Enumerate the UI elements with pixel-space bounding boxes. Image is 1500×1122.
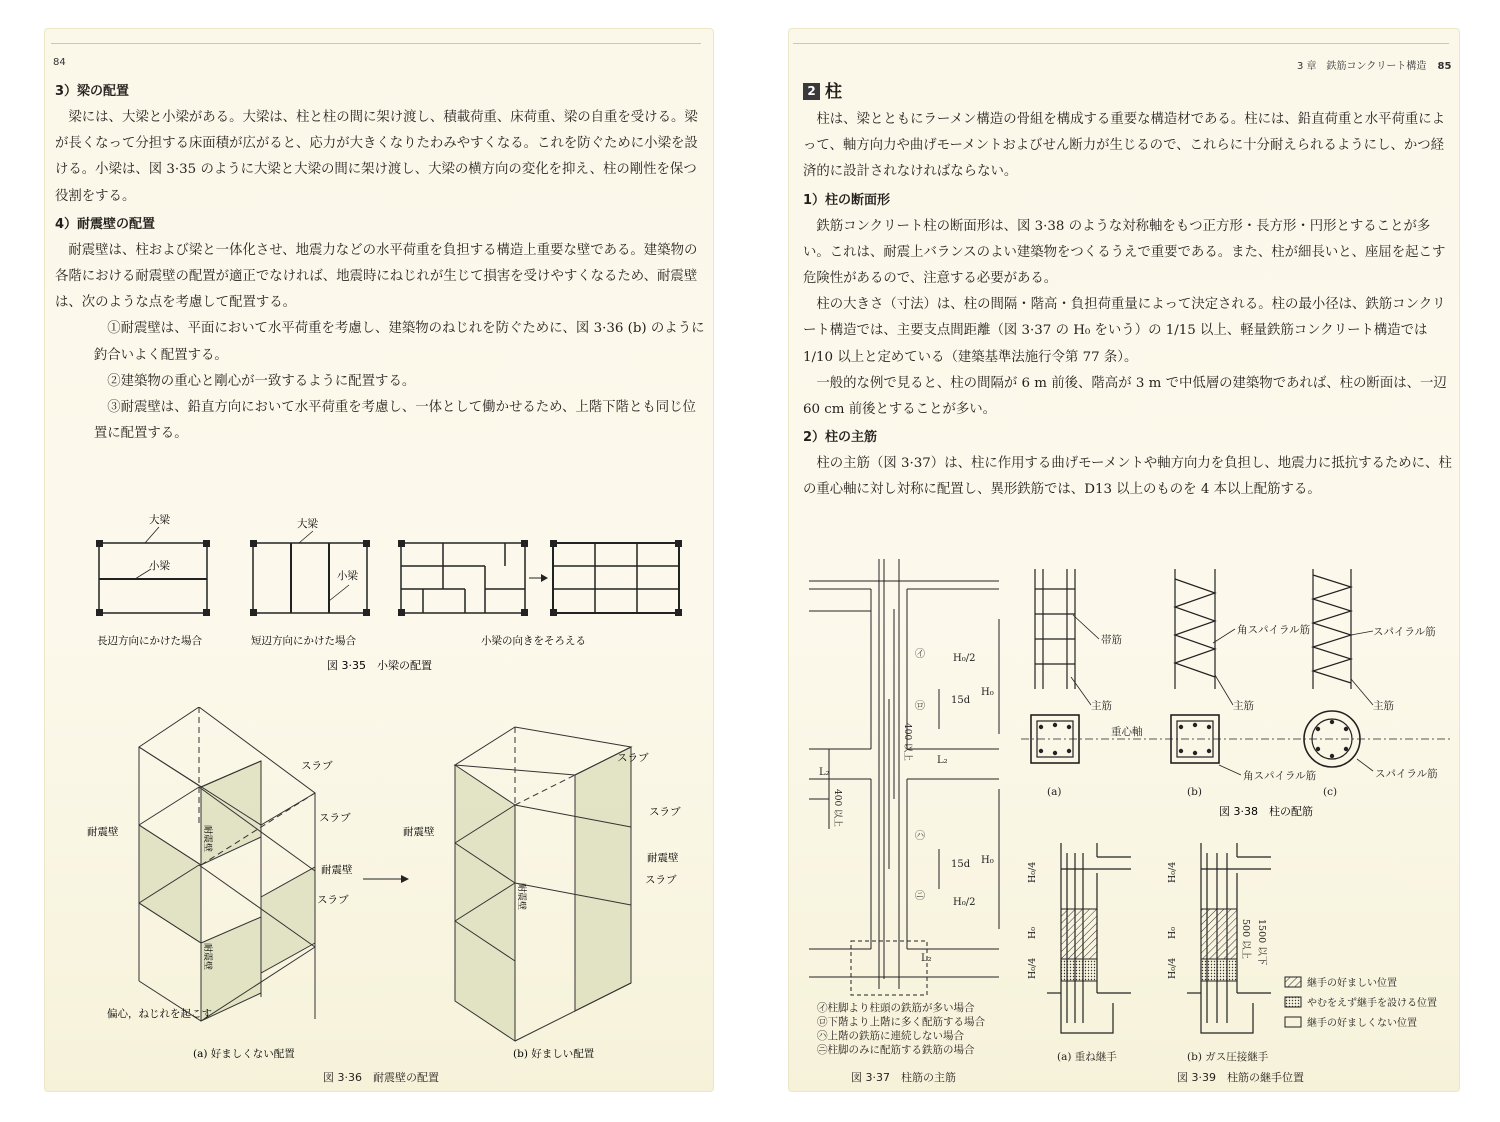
caption-lap-splice: (a) 重ね継手 xyxy=(1057,1051,1117,1063)
label-slab: スラブ xyxy=(645,874,677,886)
section-number-badge: 2 xyxy=(803,83,820,100)
paragraph: 鉄筋コンクリート柱の断面形は、図 3·38 のような対称軸をもつ正方形・長方形・円形とすることが多い。これは、耐震上バランスのよい建築物をつくるうえで重要である。また、柱が細長いと、座屈を起こす危険性があるので、注意する必要がある。 xyxy=(803,218,1446,287)
caption-gas-pressure-weld: (b) ガス圧接継手 xyxy=(1187,1051,1269,1063)
chapter-title: 3 章 鉄筋コンクリート構造 xyxy=(1297,61,1427,72)
label-shear-wall-vertical: 耐震壁 xyxy=(202,943,212,971)
label-spiral: スパイラル筋 xyxy=(1373,626,1436,638)
figure-caption: 図 3·37 柱筋の主筋 xyxy=(851,1071,956,1084)
dim-15d: 15d xyxy=(951,859,971,870)
legend-item: ㋥柱脚のみに配筋する鉄筋の場合 xyxy=(817,1044,975,1056)
section-title-column xyxy=(803,77,1455,107)
dim-h0-quarter: H₀/4 xyxy=(1167,861,1178,883)
section-heading-cross-section: 1）柱の断面形 xyxy=(803,192,891,208)
dim-400: 400 以上 xyxy=(902,723,912,762)
label-shear-wall: 耐震壁 xyxy=(321,864,353,876)
label-slab: スラブ xyxy=(617,752,649,764)
page-number-left: 84 xyxy=(53,57,66,68)
paragraph: 一般的な例で見ると、柱の間隔が 6 m 前後、階高が 3 m で中低層の建築物であれば、柱の断面は、一辺 60 cm 前後とすることが多い。 xyxy=(803,375,1447,418)
caption-a: (a) xyxy=(1047,786,1062,798)
caption-b: (b) xyxy=(1187,786,1202,798)
label-slab: スラブ xyxy=(649,806,681,818)
figure-caption: 図 3·36 耐震壁の配置 xyxy=(323,1071,439,1084)
dim-h0-quarter: H₀/4 xyxy=(1027,861,1038,883)
legend-bad-position: 継手の好ましくない位置 xyxy=(1307,1018,1417,1029)
label-centroid-axis: 重心軸 xyxy=(1111,726,1143,738)
figure-caption: 図 3·39 柱筋の継手位置 xyxy=(1177,1071,1304,1084)
dim-l2: L₂ xyxy=(819,767,830,778)
dim-h0: H₀ xyxy=(1167,926,1178,939)
label-slab: スラブ xyxy=(317,894,349,906)
caption-align-beams: 小梁の向きをそろえる xyxy=(481,635,586,647)
dim-400: 400 以上 xyxy=(832,789,842,828)
dim-h0: H₀ xyxy=(1027,926,1038,939)
caption-bad-layout: (a) 好ましくない配置 xyxy=(193,1048,295,1060)
mark-i: ㋑ xyxy=(915,649,925,660)
section-heading-beams: 3）梁の配置 xyxy=(55,84,130,99)
note-eccentricity: 偏心，ねじれを起こす xyxy=(107,1008,212,1020)
legend-item: ㋩上階の鉄筋に連続しない場合 xyxy=(817,1030,964,1042)
section-title: 柱 xyxy=(825,82,842,102)
mark-ro: ㋺ xyxy=(915,701,925,712)
header-rule xyxy=(793,43,1449,44)
figure-3-35 xyxy=(45,509,713,679)
label-ohari: 大梁 xyxy=(297,518,318,530)
dim-h0-half: H₀/2 xyxy=(953,897,976,908)
legend-acceptable-position: やむをえず継手を設ける位置 xyxy=(1307,998,1437,1009)
dim-h0: H₀ xyxy=(981,855,994,866)
label-shear-wall: 耐震壁 xyxy=(647,852,679,864)
dim-500-min: 500 以上 xyxy=(1240,919,1251,960)
figure-caption: 図 3·38 柱の配筋 xyxy=(1219,805,1313,818)
left-page xyxy=(44,28,714,1092)
paragraph: 柱の主筋（図 3·37）は、柱に作用する曲げモーメントや軸方向力を負担し、地震力に抵抗するために、柱の重心軸に対し対称に配置し、異形鉄筋では、D13 以上のものを 4 本以上配筋する。 xyxy=(803,456,1452,498)
dim-h0-quarter: H₀/4 xyxy=(1167,957,1178,979)
caption-good-layout: (b) 好ましい配置 xyxy=(513,1048,595,1060)
list-item: ③耐震壁は、鉛直方向において水平荷重を考慮し、一体として働かせるため、上階下階とも同じ位置に配置する。 xyxy=(93,400,696,442)
right-page xyxy=(788,28,1460,1092)
running-header xyxy=(1297,57,1451,72)
dim-h0-half: H₀/2 xyxy=(953,653,976,664)
section-heading-main-bars: 2）柱の主筋 xyxy=(803,430,878,446)
paragraph: 柱の大きさ（寸法）は、柱の間隔・階高・負担荷重量によって決定される。柱の最小径は、鉄筋コンクリート構造では、主要支点間距離（図 3·37 の H₀ をいう）の 1/15 以上、軽量鉄筋コンクリート構造では 1/10 以上と定めている（建築基準法施行令第 77 条）。 xyxy=(803,297,1446,365)
label-shear-wall: 耐震壁 xyxy=(403,826,435,838)
dim-l2: L₂ xyxy=(921,953,932,964)
caption-long-direction: 長辺方向にかけた場合 xyxy=(97,635,202,647)
caption-short-direction: 短辺方向にかけた場合 xyxy=(251,635,356,647)
dim-h0: H₀ xyxy=(981,687,994,698)
paragraph-shear-walls: 耐震壁は、柱および梁と一体化させ、地震力などの水平荷重を負担する構造上重要な壁である。建築物の各階における耐震壁の配置が適正でなければ、地震時にねじれが生じて損害を受けやすくなるため、耐震壁は、次のような点を考慮して配置する。 xyxy=(55,242,698,311)
label-kohari: 小梁 xyxy=(337,570,358,582)
label-slab: スラブ xyxy=(319,812,351,824)
caption-c: (c) xyxy=(1323,786,1338,798)
dim-l2: L₂ xyxy=(937,755,948,766)
dim-h0-quarter: H₀/4 xyxy=(1027,957,1038,979)
label-ohari: 大梁 xyxy=(149,514,170,526)
fig337-legend xyxy=(817,1001,985,1057)
figure-3-36 xyxy=(45,707,713,1067)
figure-3-37 xyxy=(789,549,1019,1079)
dim-15d: 15d xyxy=(951,695,971,706)
label-shear-wall-vertical: 耐震壁 xyxy=(202,825,212,853)
label-square-spiral: 角スパイラル筋 xyxy=(1237,624,1311,636)
legend-item: ㋺下階より上階に多く配筋する場合 xyxy=(817,1016,985,1028)
legend-good-position: 継手の好ましい位置 xyxy=(1307,978,1397,989)
label-spiral: スパイラル筋 xyxy=(1375,768,1438,780)
header-rule xyxy=(51,43,701,44)
list-item: ①耐震壁は、平面において水平荷重を考慮し、建築物のねじれを防ぐために、図 3·36 (b) のように釣合いよく配置する。 xyxy=(93,321,705,363)
label-slab: スラブ xyxy=(301,760,333,772)
label-main-bar: 主筋 xyxy=(1373,700,1394,712)
label-square-spiral: 角スパイラル筋 xyxy=(1243,770,1317,782)
list-item: ②建築物の重心と剛心が一致するように配置する。 xyxy=(107,373,416,389)
paragraph-beams: 梁には、大梁と小梁がある。大梁は、柱と柱の間に架け渡し、積載荷重、床荷重、梁の自重を受ける。梁が長くなって分担する床面積が広がると、応力が大きくなりたわみやすくなる。これを防ぐために小梁を設ける。小梁は、図 3·35 のように大梁と大梁の間に架け渡し、大梁の横方向の変化を抑え、柱の剛性を保つ役割をする。 xyxy=(55,110,698,204)
mark-ni: ㋥ xyxy=(915,891,925,902)
paragraph-intro: 柱は、梁とともにラーメン構造の骨組を構成する重要な構造材である。柱には、鉛直荷重と水平荷重によって、軸方向力や曲げモーメントおよびせん断力が生じるので、これらに十分耐えられるようにし、かつ経済的に設計されなければならない。 xyxy=(803,112,1446,180)
legend-item: ㋑柱脚より柱頭の鉄筋が多い場合 xyxy=(817,1002,975,1014)
label-main-bar: 主筋 xyxy=(1233,700,1254,712)
label-shear-wall: 耐震壁 xyxy=(87,826,119,838)
figure-3-39 xyxy=(1021,843,1457,1047)
label-shear-wall-vertical: 耐震壁 xyxy=(516,883,526,911)
section-heading-shear-walls: 4）耐震壁の配置 xyxy=(55,216,156,232)
figure-caption: 図 3·35 小梁の配置 xyxy=(327,659,432,672)
label-kohari: 小梁 xyxy=(149,560,170,572)
mark-ha: ㋩ xyxy=(915,831,925,842)
figure-3-38 xyxy=(1021,559,1453,821)
right-body xyxy=(803,77,1455,504)
label-hoop: 帯筋 xyxy=(1101,634,1122,646)
page-number-right: 85 xyxy=(1437,61,1452,72)
label-main-bar: 主筋 xyxy=(1091,700,1112,712)
left-body xyxy=(55,77,707,447)
dim-1500-max: 1500 以下 xyxy=(1256,919,1267,966)
